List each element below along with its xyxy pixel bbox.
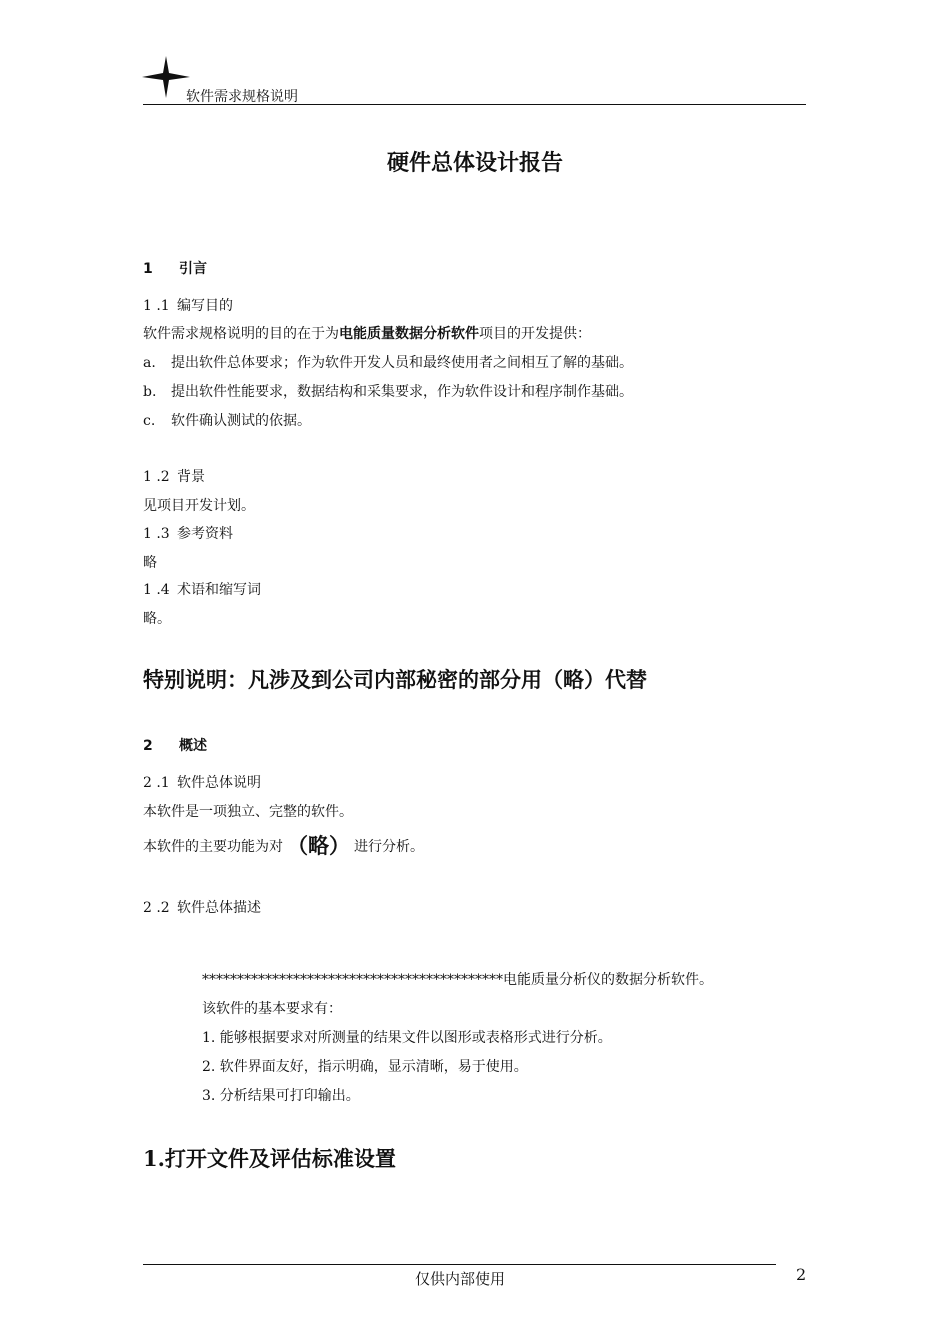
- list-item: b. 提出软件性能要求，数据结构和采集要求，作为软件设计和程序制作基础。: [143, 384, 633, 400]
- section-1-2-heading: 1 .2 背景: [143, 469, 205, 485]
- requirements-intro: 该软件的基本要求有：: [202, 1001, 342, 1017]
- footer-divider: [143, 1264, 776, 1265]
- section-1-1-heading: 1 .1 编写目的: [143, 298, 233, 314]
- open-file-heading: 1.打开文件及评估标准设置: [143, 1146, 396, 1171]
- list-item: 2. 软件界面友好，指示明确，显示清晰，易于使用。: [202, 1059, 528, 1075]
- section-1-heading: 1 引言: [143, 261, 207, 277]
- section-2-1-heading: 2 .1 软件总体说明: [143, 775, 261, 791]
- list-item: c. 软件确认测试的依据。: [143, 413, 311, 429]
- section-2-heading: 2 概述: [143, 738, 207, 754]
- page-number: 2: [796, 1265, 807, 1284]
- background-text: 见项目开发计划。: [143, 498, 255, 514]
- special-note: 特别说明：凡涉及到公司内部秘密的部分用（略）代替: [143, 668, 647, 692]
- overview-line-1: 本软件是一项独立、完整的软件。: [143, 804, 353, 820]
- purpose-paragraph: 软件需求规格说明的目的在于为电能质量数据分析软件项目的开发提供：: [143, 326, 591, 342]
- section-1-4-heading: 1 .4 术语和缩写词: [143, 582, 261, 598]
- list-item: 1. 能够根据要求对所测量的结果文件以图形或表格形式进行分析。: [202, 1030, 612, 1046]
- description-line: *******************************************电能质量分析仪的数据分析软件。: [202, 972, 713, 988]
- terms-text: 略。: [143, 611, 171, 627]
- page-title: 硬件总体设计报告: [386, 151, 563, 176]
- references-text: 略: [143, 555, 157, 571]
- header-title: 软件需求规格说明: [186, 89, 298, 105]
- list-item: a. 提出软件总体要求；作为软件开发人员和最终使用者之间相互了解的基础。: [143, 355, 633, 371]
- overview-line-2: 本软件的主要功能为对 （略） 进行分析。: [143, 834, 424, 858]
- section-1-3-heading: 1 .3 参考资料: [143, 526, 233, 542]
- four-point-star-icon: [142, 56, 190, 98]
- section-2-2-heading: 2 .2 软件总体描述: [143, 900, 261, 916]
- header-divider: [143, 104, 806, 105]
- list-item: 3. 分析结果可打印输出。: [202, 1088, 360, 1104]
- footer-text: 仅供内部使用: [414, 1270, 505, 1288]
